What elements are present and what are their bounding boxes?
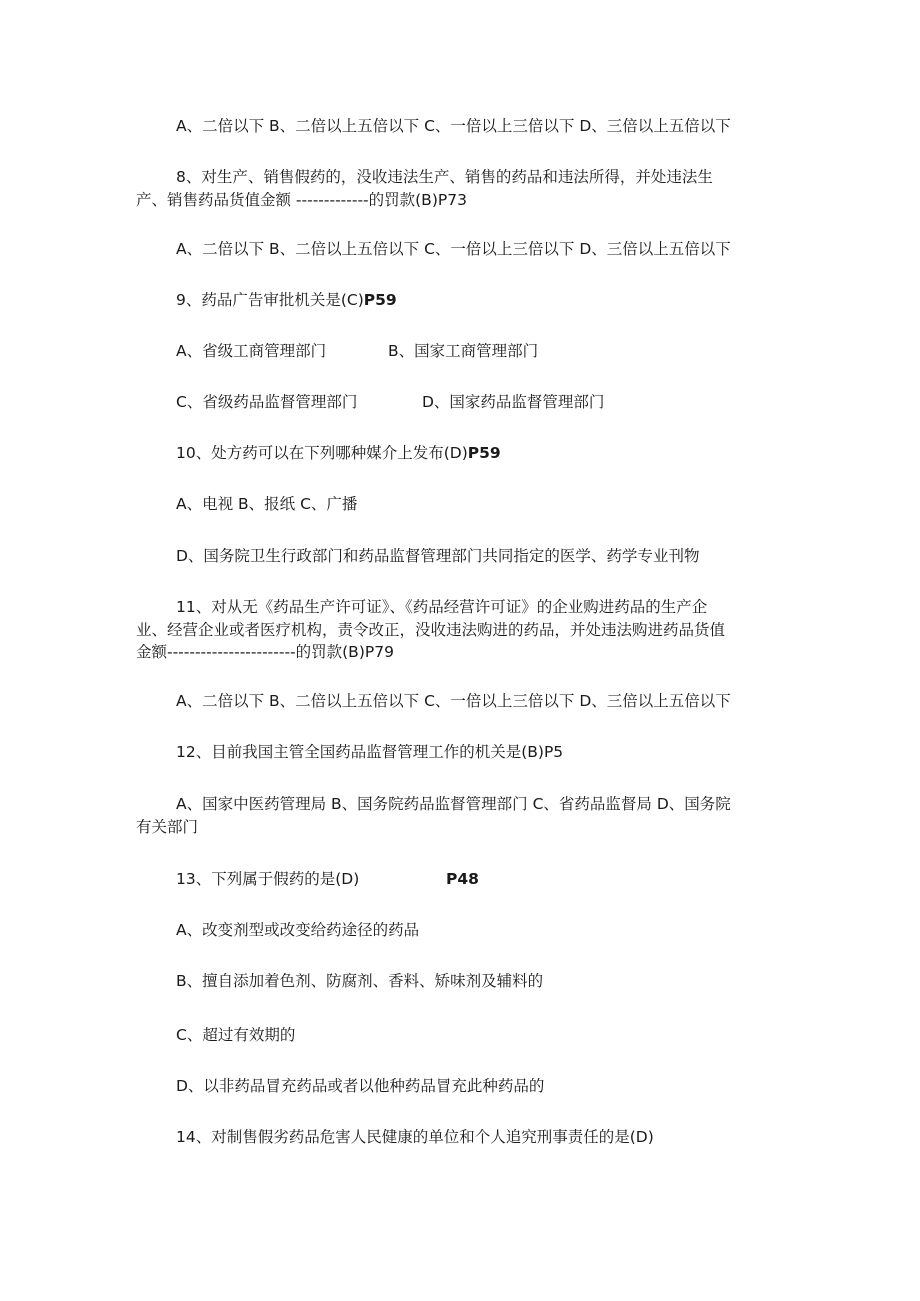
question-9-ref: P59 bbox=[363, 291, 397, 309]
question-13-option-c: C、超过有效期的 bbox=[176, 1026, 296, 1044]
question-13-option-a: A、改变剂型或改变给药途径的药品 bbox=[176, 921, 420, 939]
question-9 bbox=[176, 290, 397, 310]
question-12: 12、目前我国主管全国药品监督管理工作的机关是(B)P5 bbox=[176, 743, 564, 761]
options-line-3: A、二倍以下 B、二倍以上五倍以下 C、一倍以上三倍以下 D、三倍以上五倍以下 bbox=[176, 692, 731, 710]
question-11-line-2: 业、经营企业或者医疗机构，责令改正，没收违法购进的药品，并处违法购进药品货值 bbox=[136, 621, 726, 639]
question-10-options-abc: A、电视 B、报纸 C、广播 bbox=[176, 495, 358, 513]
question-10-option-d: D、国务院卫生行政部门和药品监督管理部门共同指定的医学、药学专业刊物 bbox=[176, 547, 700, 565]
question-12-options-line-2: 有关部门 bbox=[136, 818, 199, 836]
question-8-line-1: 8、对生产、销售假药的，没收违法生产、销售的药品和违法所得，并处违法生 bbox=[176, 168, 713, 186]
question-13: 13、下列属于假药的是(D) bbox=[176, 870, 360, 888]
question-11-line-3: 金额-----------------------的罚款(B)P79 bbox=[136, 643, 394, 661]
question-13-option-b: B、擅自添加着色剂、防腐剂、香料、矫味剂及辅料的 bbox=[176, 972, 544, 990]
question-9-option-b: B、国家工商管理部门 bbox=[388, 342, 539, 360]
question-9-text: 9、药品广告审批机关是(C) bbox=[176, 291, 364, 309]
question-13-option-d: D、以非药品冒充药品或者以他种药品冒充此种药品的 bbox=[176, 1077, 545, 1095]
question-9-option-a: A、省级工商管理部门 bbox=[176, 342, 327, 360]
question-10 bbox=[176, 443, 501, 463]
question-13-ref: P48 bbox=[446, 870, 479, 888]
question-10-ref: P59 bbox=[467, 444, 501, 462]
options-line-1: A、二倍以下 B、二倍以上五倍以下 C、一倍以上三倍以下 D、三倍以上五倍以下 bbox=[176, 117, 731, 135]
question-10-text: 10、处方药可以在下列哪种媒介上发布(D) bbox=[176, 444, 468, 462]
question-8-line-2: 产、销售药品货值金额 -------------的罚款(B)P73 bbox=[136, 191, 467, 209]
options-line-2: A、二倍以下 B、二倍以上五倍以下 C、一倍以上三倍以下 D、三倍以上五倍以下 bbox=[176, 240, 731, 258]
question-12-options-line-1: A、国家中医药管理局 B、国务院药品监督管理部门 C、省药品监督局 D、国务院 bbox=[176, 795, 731, 813]
question-14: 14、对制售假劣药品危害人民健康的单位和个人追究刑事责任的是(D) bbox=[176, 1128, 654, 1146]
question-9-option-c: C、省级药品监督管理部门 bbox=[176, 393, 358, 411]
question-11-line-1: 11、对从无《药品生产许可证》、《药品经营许可证》的企业购进药品的生产企 bbox=[176, 598, 708, 616]
question-9-option-d: D、国家药品监督管理部门 bbox=[422, 393, 605, 411]
